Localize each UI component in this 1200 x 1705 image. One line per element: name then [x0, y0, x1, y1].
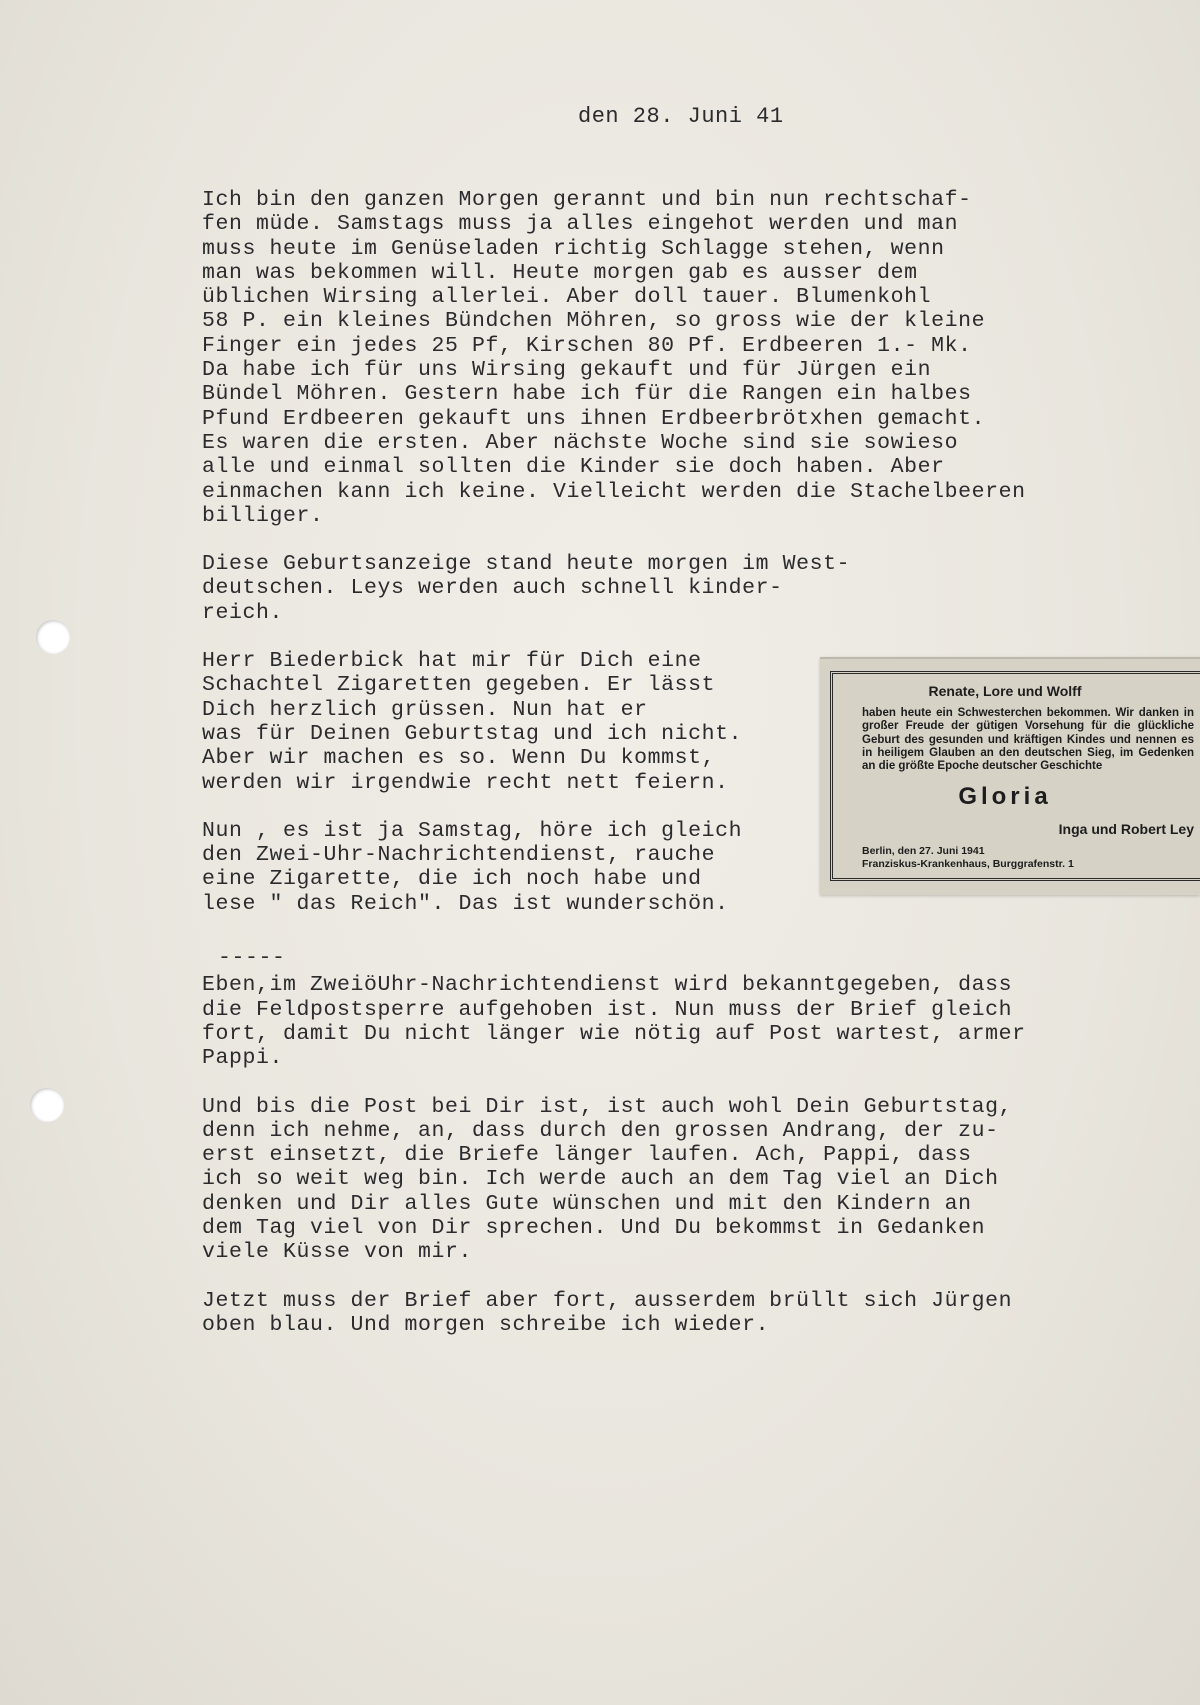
text-line: den Zwei-Uhr-Nachrichtendienst, rauche — [202, 843, 716, 868]
text-line: billiger. — [202, 503, 324, 528]
punch-hole-top — [36, 620, 70, 654]
text-line: deutschen. Leys werden auch schnell kinder- — [202, 576, 783, 601]
text-line: Schachtel Zigaretten gegeben. Er lässt — [202, 673, 716, 698]
clipping-child-name: Gloria — [958, 783, 1052, 810]
text-line: man was bekommen will. Heute morgen gab es ausser dem — [202, 260, 918, 285]
text-line: reich. — [202, 600, 284, 625]
text-line: Pfund Erdbeeren gekauft uns ihnen Erdbeerbrötxhen gemacht. — [202, 406, 986, 431]
paragraph-birth-notice — [202, 552, 1162, 625]
paragraph-birthday — [202, 1095, 1162, 1265]
text-line: dem Tag viel von Dir sprechen. Und Du bekommst in Gedanken — [202, 1215, 986, 1240]
text-line: Finger ein jedes 25 Pf, Kirschen 80 Pf. Erdbeeren 1.- Mk. — [202, 333, 972, 358]
text-line: Ich bin den ganzen Morgen gerannt und bin nun rechtschaf- — [202, 188, 972, 212]
text-line: Jetzt muss der Brief aber fort, ausserdem brüllt sich Jürgen — [202, 1288, 1013, 1313]
clipping-siblings: Renate, Lore und Wolff — [928, 683, 1082, 699]
text-line: Nun , es ist ja Samstag, höre ich gleich — [202, 818, 743, 843]
clipping-place-date: Berlin, den 27. Juni 1941 — [862, 845, 985, 857]
text-line: Da habe ich für uns Wirsing gekauft und für Jürgen ein — [202, 358, 932, 383]
text-line: muss heute im Genüseladen richtig Schlagge stehen, wenn — [202, 236, 945, 261]
text-line: erst einsetzt, die Briefe länger laufen. Ach, Pappi, dass — [202, 1143, 972, 1168]
text-line: Herr Biederbick hat mir für Dich eine — [202, 649, 702, 674]
text-line: oben blau. Und morgen schreibe ich wieder. — [202, 1312, 770, 1337]
text-line: Und bis die Post bei Dir ist, ist auch wohl Dein Geburtstag, — [202, 1094, 1013, 1119]
text-line: Diese Geburtsanzeige stand heute morgen im West- — [202, 552, 851, 577]
newspaper-clipping — [820, 657, 1200, 895]
text-line: lese " das Reich". Das ist wunderschön. — [202, 891, 729, 916]
text-line: ich so weit weg bin. Ich werde auch an dem Tag viel an Dich — [202, 1167, 999, 1192]
text-line: Eben,im ZweiöUhr-Nachrichtendienst wird bekanntgegeben, dass — [202, 973, 1013, 998]
text-line: Es waren die ersten. Aber nächste Woche sind sie sowieso — [202, 430, 959, 455]
text-line: denn ich nehme, an, dass durch den grossen Andrang, der zu- — [202, 1118, 999, 1143]
text-line: einmachen kann ich keine. Vielleicht werden die Stachelbeeren — [202, 479, 1026, 504]
paragraph-closing — [202, 1289, 1162, 1338]
text-line: die Feldpostsperre aufgehoben ist. Nun muss der Brief gleich — [202, 997, 1013, 1022]
text-line: werden wir irgendwie recht nett feiern. — [202, 770, 729, 795]
text-line: 58 P. ein kleines Bündchen Möhren, so gross wie der kleine — [202, 309, 986, 334]
text-line: fen müde. Samstags muss ja alles eingehot werden und man — [202, 212, 959, 237]
clipping-text: haben heute ein Schwesterchen bekommen. Wir danken in großer Freude der gütigen Vorsehung für die glückliche Geburt des gesunden und kräftigen Kindes und nennen es in heiligem Glauben an den deutschen Sieg, im Gedenken an die größte Epoche deutscher Geschichte — [862, 707, 1194, 773]
text-line: alle und einmal sollten die Kinder sie doch haben. Aber — [202, 455, 945, 480]
text-line: Bündel Möhren. Gestern habe ich für die Rangen ein halbes — [202, 382, 972, 407]
text-line: Dich herzlich grüssen. Nun hat er — [202, 697, 648, 722]
clipping-parents: Inga und Robert Ley — [1058, 821, 1194, 837]
punch-hole-bottom — [30, 1088, 64, 1122]
text-line: viele Küsse von mir. — [202, 1240, 473, 1265]
clipping-place — [862, 845, 1074, 870]
text-line: Pappi. — [202, 1046, 284, 1071]
text-line: was für Deinen Geburtstag und ich nicht. — [202, 721, 743, 746]
clipping-place-address: Franziskus-Krankenhaus, Burggrafenstr. 1 — [862, 857, 1074, 870]
paragraph-feldpost — [202, 973, 1162, 1070]
text-line: Aber wir machen es so. Wenn Du kommst, — [202, 746, 716, 771]
letter-date: den 28. Juni 41 — [578, 104, 784, 129]
text-line: denken und Dir alles Gute wünschen und mit den Kindern an — [202, 1191, 972, 1216]
paragraph-shopping — [202, 188, 1162, 528]
text-line: üblichen Wirsing allerlei. Aber doll tauer. Blumenkohl — [202, 285, 932, 310]
text-line: fort, damit Du nicht länger wie nötig auf Post wartest, armer — [202, 1021, 1026, 1046]
text-line: eine Zigarette, die ich noch habe und — [202, 867, 702, 892]
separator-dashes: ----- — [218, 946, 286, 971]
